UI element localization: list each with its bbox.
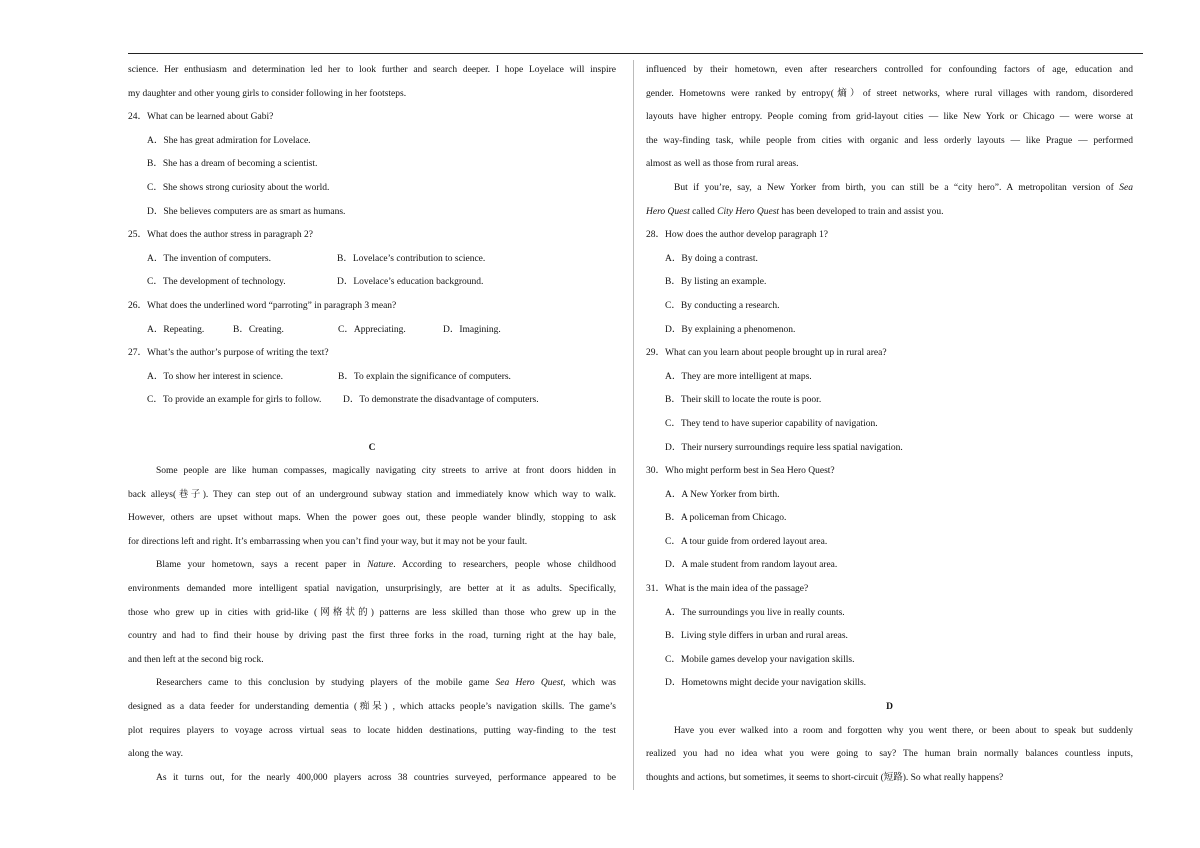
question-29-option-d[interactable]: D．Their nursery surroundings require less spatial navigation.	[665, 442, 903, 453]
spacer	[128, 413, 616, 437]
question-25-option-d[interactable]: D．Lovelace’s education background.	[337, 277, 484, 288]
text-run: , which was	[563, 678, 616, 689]
text-run: Researchers came to this conclusion by studying players of the mobile game	[156, 678, 496, 689]
question-31-option-b[interactable]: B．Living style differs in urban and rural areas.	[665, 631, 848, 642]
question-24-stem: 24．What can be learned about Gabi?	[128, 112, 274, 123]
passage-d-line: thoughts and actions, but sometimes, it seems to short-circuit (短路). So what really happens?	[646, 772, 1004, 783]
text-run: called	[689, 206, 718, 217]
game-title: Hero Quest	[646, 206, 690, 217]
passage-c-line	[646, 177, 1133, 201]
question-25-option-b[interactable]: B．Lovelace’s contribution to science.	[337, 253, 486, 264]
passage-c-line	[128, 672, 616, 696]
text-run: . According to researchers, people whose childhood	[393, 560, 616, 571]
question-24-option-d[interactable]: D．She believes computers are as smart as humans.	[147, 206, 346, 217]
question-30-option-a[interactable]: A．A New Yorker from birth.	[665, 489, 780, 500]
passage-d-line: Have you ever walked into a room and forgotten why you went there, or been about to speak but suddenly	[674, 725, 1133, 736]
question-31-option-a[interactable]: A．The surroundings you live in really counts.	[665, 607, 845, 618]
column-divider	[633, 60, 634, 790]
question-29-option-c[interactable]: C．They tend to have superior capability of navigation.	[665, 418, 878, 429]
passage-c-line: the way-finding task, while people from cities with organic and less orderly layouts — like Prague — performed	[646, 135, 1133, 146]
question-29-option-b[interactable]: B．Their skill to locate the route is poor.	[665, 395, 822, 406]
passage-c-line	[646, 201, 1133, 225]
question-27-option-a[interactable]: A．To show her interest in science.	[147, 371, 283, 382]
section-c-heading: C	[368, 442, 376, 453]
question-30-option-b[interactable]: B．A policeman from Chicago.	[665, 513, 787, 524]
passage-c-line: layouts have higher entropy. People coming from grid-layout cities — like New York or Chicago — were worse at	[646, 112, 1133, 123]
passage-c-line: and then left at the second big rock.	[128, 654, 264, 665]
question-25-options-row	[128, 271, 616, 295]
question-29-stem: 29．What can you learn about people brought up in rural area?	[646, 348, 887, 359]
passage-c-line: However, others are upset without maps. When the power goes out, these people wander blindly, stopping to ask	[128, 513, 616, 524]
question-28-option-a[interactable]: A．By doing a contrast.	[665, 253, 758, 264]
question-24-option-c[interactable]: C．She shows strong curiosity about the world.	[147, 182, 330, 193]
passage-c-line: those who grew up in cities with grid-like (网格状的) patterns are less skilled than those who grew up in the	[128, 607, 616, 618]
passage-c-line: almost as well as those from rural areas.	[646, 159, 799, 170]
question-26-options-row	[128, 319, 616, 343]
passage-c-line	[128, 554, 616, 578]
right-column	[646, 59, 1133, 790]
passage-c-line: plot requires players to voyage across virtual seas to locate hidden destinations, putting way-finding to the test	[128, 725, 616, 736]
question-28-option-d[interactable]: D．By explaining a phenomenon.	[665, 324, 796, 335]
passage-c-line: for directions left and right. It’s embarrassing when you can’t find your way, but it may not be your fault.	[128, 536, 528, 547]
question-27-options-row	[128, 389, 616, 413]
passage-d-line: realized you had no idea what you were going to say? The human brain normally balances countless inputs,	[646, 749, 1133, 760]
left-column	[128, 59, 616, 790]
passage-c-line: gender. Hometowns were ranked by entropy(熵）of street networks, where rural villages with random, disordered	[646, 88, 1133, 99]
question-25-option-a[interactable]: A．The invention of computers.	[147, 253, 272, 264]
text-run: Blame your hometown, says a recent paper in	[156, 560, 368, 571]
passage-b-line: science. Her enthusiasm and determination led her to look further and search deeper. I hope Loyelace will inspire	[128, 65, 616, 75]
question-27-option-c[interactable]: C．To provide an example for girls to follow.	[147, 395, 322, 406]
question-26-option-d[interactable]: D．Imagining.	[443, 324, 501, 335]
game-title: Sea	[1119, 182, 1133, 193]
question-25-stem: 25．What does the author stress in paragraph 2?	[128, 230, 313, 241]
question-26-option-a[interactable]: A．Repeating.	[147, 324, 205, 335]
header-rule	[128, 53, 1143, 54]
passage-c-line: designed as a data feeder for understanding dementia (痴呆) , which attacks people’s navigation skills. The game’s	[128, 702, 616, 713]
passage-c-line: As it turns out, for the nearly 400,000 players across 38 countries surveyed, performance appeared to be	[156, 772, 616, 783]
question-31-option-c[interactable]: C．Mobile games develop your navigation skills.	[665, 654, 855, 665]
question-28-option-b[interactable]: B．By listing an example.	[665, 277, 767, 288]
passage-c-line: environments demanded more intelligent spatial navigation, unsurprisingly, are better at it as adults. Specifically,	[128, 584, 616, 595]
question-29-option-a[interactable]: A．They are more intelligent at maps.	[665, 371, 812, 382]
question-27-options-row	[128, 366, 616, 390]
question-31-option-d[interactable]: D．Hometowns might decide your navigation skills.	[665, 678, 867, 689]
question-30-stem: 30．Who might perform best in Sea Hero Quest?	[646, 466, 835, 477]
passage-c-line: influenced by their hometown, even after researchers controlled for confounding factors of age, education and	[646, 65, 1133, 75]
question-26-stem: 26．What does the underlined word “parroting” in paragraph 3 mean?	[128, 300, 397, 311]
question-30-option-c[interactable]: C．A tour guide from ordered layout area.	[665, 536, 828, 547]
section-d-heading: D	[886, 702, 893, 713]
question-28-stem: 28．How does the author develop paragraph 1?	[646, 230, 829, 241]
question-25-option-c[interactable]: C．The development of technology.	[147, 277, 286, 288]
text-run: But if you’re, say, a New Yorker from birth, you can still be a “city hero”. A metropolitan version of	[674, 182, 1120, 193]
question-27-stem: 27．What’s the author’s purpose of writing the text?	[128, 348, 329, 359]
passage-b-line: my daughter and other young girls to consider following in her footsteps.	[128, 88, 407, 99]
question-28-option-c[interactable]: C．By conducting a research.	[665, 300, 780, 311]
question-24-option-a[interactable]: A．She has great admiration for Lovelace.	[147, 135, 311, 146]
game-title: City Hero Quest	[717, 206, 780, 217]
journal-title: Nature	[367, 560, 394, 571]
game-title: Sea Hero Quest	[495, 678, 564, 689]
question-24-option-b[interactable]: B．She has a dream of becoming a scientist.	[147, 159, 318, 170]
question-26-option-b[interactable]: B．Creating.	[233, 324, 284, 335]
question-26-option-c[interactable]: C．Appreciating.	[338, 324, 406, 335]
passage-c-line: along the way.	[128, 749, 184, 760]
question-27-option-b[interactable]: B．To explain the significance of computers.	[338, 371, 511, 382]
passage-c-line: back alleys(巷子). They can step out of an underground subway station and immediately know which way to walk.	[128, 489, 616, 500]
question-25-options-row	[128, 248, 616, 272]
question-30-option-d[interactable]: D．A male student from random layout area.	[665, 560, 838, 571]
passage-c-line: country and had to find their house by driving past the first three forks in the road, turning right at the hay bale,	[128, 631, 616, 642]
text-run: has been developed to train and assist you.	[779, 206, 944, 217]
question-27-option-d[interactable]: D．To demonstrate the disadvantage of computers.	[343, 395, 539, 406]
question-31-stem: 31．What is the main idea of the passage?	[646, 584, 809, 595]
passage-c-line: Some people are like human compasses, magically navigating city streets to arrive at front doors hidden in	[156, 466, 616, 477]
